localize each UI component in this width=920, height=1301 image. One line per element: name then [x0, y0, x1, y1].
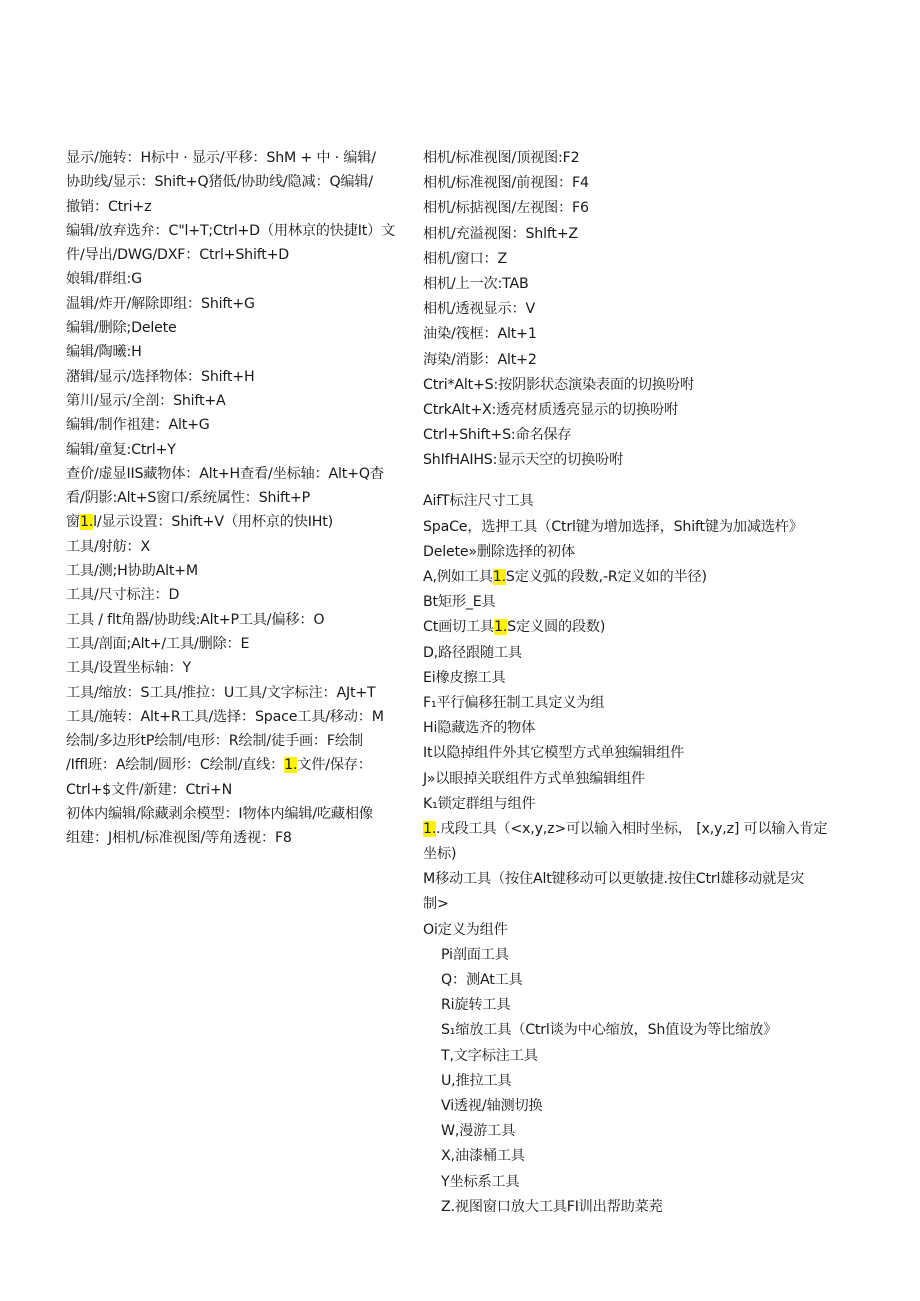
highlight-mark: 1. — [494, 619, 508, 636]
text-line: 潴辑/显示/选择物体：Shift+H — [66, 368, 255, 385]
text-line: S₁缩放工具（Ctrl谈为中心缩放，Sh值设为等比缩放》 — [441, 1022, 778, 1039]
text-line: AifT标注尺寸工具 — [423, 493, 534, 510]
text-line: Z.视图窗口放大工具FI训出帮助菜茺 — [441, 1198, 663, 1215]
text-line: 坐标) — [423, 846, 457, 863]
text-line: 海染/消影：Alt+2 — [423, 351, 537, 368]
text-line: 相机/充溢视图：Shlft+Z — [423, 225, 578, 242]
text-line: Ctri*Alt+S:按阴影状态演染表面的切换吩咐 — [423, 376, 694, 393]
text-line: /Iffl班：A绘制/圆形：C绘制/直线：1.文件/保存： — [66, 757, 372, 774]
text-line: CtrkAlt+X:透亮材质透亮显示的切换吩咐 — [423, 401, 678, 418]
text-line: Delete»删除选择的初体 — [423, 543, 575, 560]
text-line: 娘辑/群组:G — [66, 271, 142, 288]
text-line: 相机/标准视图/顶视图:F2 — [423, 150, 580, 166]
text-line: Pi剖面工具 — [441, 946, 509, 963]
text-line: Ctrl+Shift+S:命名保存 — [423, 427, 572, 444]
text-line: 看/阴影:Alt+S窗口/系统属性：Shift+P — [66, 490, 311, 507]
text-line: M移动工具（按住Alt键移动可以更敏捷.按住Ctrl雄移动就是灾 — [423, 871, 805, 888]
text-line: 件/导出/DWG/DXF：Ctrl+Shift+D — [66, 247, 290, 264]
text-line: J»以眼掉关联组件方式单独编辑组件 — [423, 770, 646, 787]
text-line: 绘制/多边形tP绘制/电形：R绘制/徒手画：F绘制 — [66, 733, 363, 750]
text-line: 显示/施转：H标中 · 显示/平移：ShM + 中 · 编辑/ — [66, 150, 376, 166]
text-line: D,路径跟随工具 — [423, 644, 522, 661]
text-line: 编辑/童复:Ctrl+Y — [66, 441, 176, 458]
text-line: 工具/测;H协助Alt+M — [66, 563, 198, 580]
text-line: Hi隐藏选齐的物体 — [423, 720, 536, 737]
text-line: F₁平行偏移狂制工具定义为组 — [423, 694, 605, 711]
text-line: K₁锁定群组与组件 — [423, 795, 536, 812]
left-column — [66, 146, 411, 851]
text-line: 组建：J相机/标准视图/等角透视：F8 — [66, 830, 292, 847]
text-line: 工具/尺寸标注：D — [66, 587, 180, 604]
text-line: 编辑/删除;Delete — [66, 320, 177, 337]
text-line: 工具/射舫：X — [66, 538, 151, 555]
text-line: 撤销：Ctri+z — [66, 198, 152, 215]
text-line: A,例如工具1.S定义弧的段数,-R定义如的半径) — [423, 569, 707, 585]
text-line: Oi定义为组件 — [423, 921, 508, 938]
text-line: 查价/虚显IIS藏物体：Alt+H查看/坐标轴：Alt+Q杳 — [66, 465, 384, 482]
text-line: 编辑/放弃选弁：C"l+T;Ctrl+D（用林京的快捷It）文 — [66, 222, 396, 239]
text-line: Bt矩形_E具 — [423, 594, 496, 611]
text-line: 相机/上一次:TAB — [423, 275, 529, 292]
text-line: 编辑/陶曦:H — [66, 344, 142, 361]
text-line: 1..戌段工具（<x,y,z>可以输入相时坐标， [x,y,z] 可以输入肯定 — [423, 820, 828, 837]
text-line: Y坐标系工具 — [441, 1173, 520, 1190]
right-column — [423, 146, 863, 1220]
text-line: 油染/筏框：Alt+1 — [423, 326, 537, 343]
text-line: 制> — [423, 896, 449, 913]
text-line: T,文字标注工具 — [441, 1047, 538, 1064]
text-line: 相机/窗口：Z — [423, 250, 508, 267]
text-line: 协助线/显示：Shift+Q猪低/协助线/隐减：Q编辑/ — [66, 174, 373, 191]
text-line: 工具 / flt角器/协助线:Alt+P工具/偏移：O — [66, 611, 325, 628]
text-line: Q：测At工具 — [441, 972, 523, 988]
text-line: 相机/标掂视图/左视图：F6 — [423, 200, 589, 217]
text-line: 编辑/制作祖建：Alt+G — [66, 417, 210, 434]
text-line: Ri旋转工具 — [441, 997, 511, 1014]
text-line: 工具/剖面;Alt+/工具/删除：E — [66, 635, 250, 652]
highlight-mark: 1. — [492, 569, 506, 585]
text-line: 温辑/炸开/解除即组：Shift+G — [66, 295, 255, 312]
highlight-mark: 1. — [80, 514, 94, 531]
text-line: 初体内编辑/除藏剥余模型：I物体内编辑/吃藏相像 — [66, 806, 373, 823]
text-line: W,漫游工具 — [441, 1123, 516, 1140]
text-line: 工具/施转：Alt+R工具/选择：Space工具/移动：M — [66, 708, 384, 725]
text-line: It以隐掉组件外其它模型方式单独编辑组件 — [423, 745, 685, 762]
text-line: 第川/显示/全剖：Shift+A — [66, 392, 226, 409]
text-line: 相机/标准视图/前视图：F4 — [423, 175, 589, 192]
highlight-mark: 1. — [284, 757, 298, 774]
text-line: 工具/缩放：S工具/推拉：U工具/文字标注：AJt+T — [66, 684, 376, 701]
text-line: Vi透视/轴测切换 — [441, 1097, 543, 1114]
text-line: Ctrl+$文件/新建：Ctri+N — [66, 781, 233, 798]
text-line: 工具/设置坐标轴：Y — [66, 660, 191, 677]
section-gap — [423, 473, 863, 489]
text-line: X,油漆桶工具 — [441, 1148, 525, 1165]
text-line: 相机/透视显示：V — [423, 301, 535, 318]
text-line: Ct画切工具1.S定义圆的段数) — [423, 619, 606, 636]
text-line: SpaCe，选押工具（Ctrl键为增加选择，Shift键为加减选杵》 — [423, 518, 803, 535]
text-line: ShIfHAIHS:显示天空的切换吩咐 — [423, 452, 624, 469]
text-line: 窗1.l/显示设置：Shift+V（用杯京的快IHt) — [66, 514, 333, 531]
highlight-mark: 1. — [423, 820, 437, 837]
text-line: Ei橡皮擦工具 — [423, 669, 506, 686]
text-line: U,推拉工具 — [441, 1072, 512, 1089]
